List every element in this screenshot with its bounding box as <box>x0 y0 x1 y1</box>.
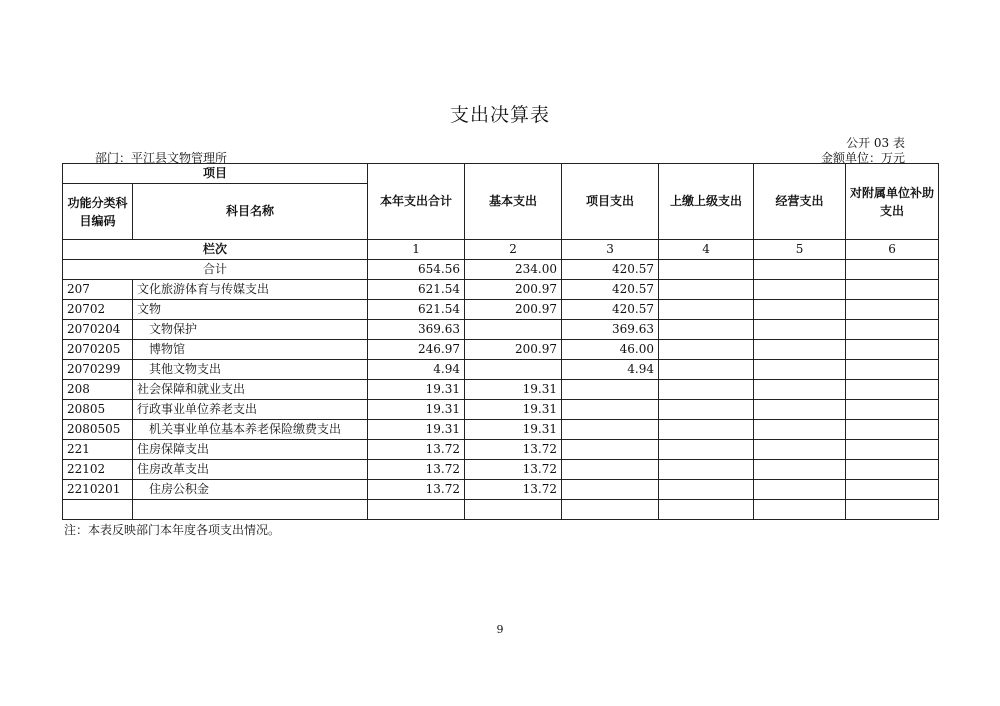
col-number: 6 <box>846 240 939 260</box>
row-value: 19.31 <box>465 400 562 420</box>
row-value: 19.31 <box>465 380 562 400</box>
table-note: 注：本表反映部门本年度各项支出情况。 <box>64 523 281 537</box>
row-value: 369.63 <box>368 320 465 340</box>
row-value <box>846 340 939 360</box>
row-value: 19.31 <box>368 420 465 440</box>
header-col-3: 项目支出 <box>562 164 659 240</box>
row-value <box>562 500 659 520</box>
header-col-6: 对附属单位补助支出 <box>846 164 939 240</box>
header-col-5: 经营支出 <box>754 164 846 240</box>
total-label: 合计 <box>63 260 368 280</box>
col-number: 4 <box>659 240 754 260</box>
row-value <box>659 440 754 460</box>
table-row <box>63 380 939 400</box>
row-value <box>754 400 846 420</box>
row-name: 文物保护 <box>133 320 368 340</box>
row-value <box>465 360 562 380</box>
page-number: 9 <box>496 623 504 636</box>
header-col-2: 基本支出 <box>465 164 562 240</box>
row-value <box>659 380 754 400</box>
table-row <box>63 500 939 520</box>
row-value <box>846 280 939 300</box>
row-value <box>562 440 659 460</box>
row-value: 621.54 <box>368 280 465 300</box>
row-value: 19.31 <box>368 400 465 420</box>
row-name <box>133 500 368 520</box>
row-value <box>846 480 939 500</box>
row-code: 2070299 <box>63 360 133 380</box>
row-value <box>846 360 939 380</box>
row-value <box>754 460 846 480</box>
row-value <box>562 420 659 440</box>
row-value: 420.57 <box>562 280 659 300</box>
header-col-label: 栏次 <box>63 240 368 260</box>
total-value: 654.56 <box>368 260 465 280</box>
row-value <box>562 380 659 400</box>
row-value <box>754 480 846 500</box>
row-value <box>465 500 562 520</box>
row-value <box>846 420 939 440</box>
page-title: 支出决算表 <box>449 104 550 126</box>
row-value <box>754 320 846 340</box>
table-row <box>63 480 939 500</box>
row-value <box>465 320 562 340</box>
total-value <box>846 260 939 280</box>
row-name: 机关事业单位基本养老保险缴费支出 <box>133 420 368 440</box>
total-value <box>659 260 754 280</box>
total-value: 420.57 <box>562 260 659 280</box>
row-value <box>846 400 939 420</box>
row-value <box>659 460 754 480</box>
row-value <box>659 360 754 380</box>
row-value: 13.72 <box>368 480 465 500</box>
row-code: 208 <box>63 380 133 400</box>
row-value: 200.97 <box>465 340 562 360</box>
row-code <box>63 500 133 520</box>
table-row <box>63 440 939 460</box>
row-value <box>846 440 939 460</box>
total-row <box>63 260 939 280</box>
total-value <box>754 260 846 280</box>
row-name: 住房改革支出 <box>133 460 368 480</box>
row-value <box>754 340 846 360</box>
row-code: 20702 <box>63 300 133 320</box>
row-value <box>562 400 659 420</box>
row-value <box>368 500 465 520</box>
row-code: 20805 <box>63 400 133 420</box>
row-value <box>754 380 846 400</box>
department-label: 部门：平江县文物管理所 <box>95 151 228 165</box>
row-value: 621.54 <box>368 300 465 320</box>
row-name: 社会保障和就业支出 <box>133 380 368 400</box>
row-value <box>659 400 754 420</box>
row-value <box>659 420 754 440</box>
col-number: 2 <box>465 240 562 260</box>
expenditure-table <box>62 163 939 520</box>
table-row <box>63 360 939 380</box>
row-value <box>754 440 846 460</box>
col-number: 5 <box>754 240 846 260</box>
table-row <box>63 460 939 480</box>
row-value <box>846 500 939 520</box>
row-value: 13.72 <box>368 440 465 460</box>
row-value: 369.63 <box>562 320 659 340</box>
header-col-4: 上缴上级支出 <box>659 164 754 240</box>
row-code: 2070205 <box>63 340 133 360</box>
row-value: 13.72 <box>465 480 562 500</box>
col-number: 3 <box>562 240 659 260</box>
row-value: 46.00 <box>562 340 659 360</box>
row-name: 其他文物支出 <box>133 360 368 380</box>
row-value <box>659 320 754 340</box>
row-value <box>562 480 659 500</box>
row-code: 221 <box>63 440 133 460</box>
row-value <box>754 360 846 380</box>
row-value <box>846 380 939 400</box>
row-name: 博物馆 <box>133 340 368 360</box>
row-value <box>754 300 846 320</box>
unit-label: 金额单位：万元 <box>820 151 905 165</box>
col-number: 1 <box>368 240 465 260</box>
row-value: 4.94 <box>562 360 659 380</box>
row-value <box>846 460 939 480</box>
header-project: 项目 <box>63 164 368 184</box>
row-value: 13.72 <box>465 460 562 480</box>
header-subject-name: 科目名称 <box>133 184 368 240</box>
form-code: 公开 03 表 <box>846 136 905 150</box>
row-value: 13.72 <box>465 440 562 460</box>
row-code: 2070204 <box>63 320 133 340</box>
row-name: 行政事业单位养老支出 <box>133 400 368 420</box>
header-func-code: 功能分类科目编码 <box>63 184 133 240</box>
row-value <box>659 340 754 360</box>
row-value <box>754 420 846 440</box>
row-value <box>846 300 939 320</box>
row-value: 19.31 <box>465 420 562 440</box>
row-value: 13.72 <box>368 460 465 480</box>
table-row <box>63 340 939 360</box>
row-code: 2210201 <box>63 480 133 500</box>
row-value: 19.31 <box>368 380 465 400</box>
row-value <box>659 480 754 500</box>
row-code: 207 <box>63 280 133 300</box>
row-value <box>562 460 659 480</box>
row-name: 文物 <box>133 300 368 320</box>
row-value: 200.97 <box>465 300 562 320</box>
table-row <box>63 420 939 440</box>
row-name: 住房保障支出 <box>133 440 368 460</box>
row-code: 2080505 <box>63 420 133 440</box>
row-value <box>754 500 846 520</box>
row-name: 住房公积金 <box>133 480 368 500</box>
row-value <box>754 280 846 300</box>
row-value: 420.57 <box>562 300 659 320</box>
row-value: 246.97 <box>368 340 465 360</box>
row-value <box>659 300 754 320</box>
table-row <box>63 320 939 340</box>
header-col-1: 本年支出合计 <box>368 164 465 240</box>
total-value: 234.00 <box>465 260 562 280</box>
table-row <box>63 300 939 320</box>
row-name: 文化旅游体育与传媒支出 <box>133 280 368 300</box>
row-value <box>659 500 754 520</box>
row-value <box>659 280 754 300</box>
row-value <box>846 320 939 340</box>
table-row <box>63 280 939 300</box>
table-row <box>63 400 939 420</box>
row-value: 4.94 <box>368 360 465 380</box>
row-value: 200.97 <box>465 280 562 300</box>
row-code: 22102 <box>63 460 133 480</box>
